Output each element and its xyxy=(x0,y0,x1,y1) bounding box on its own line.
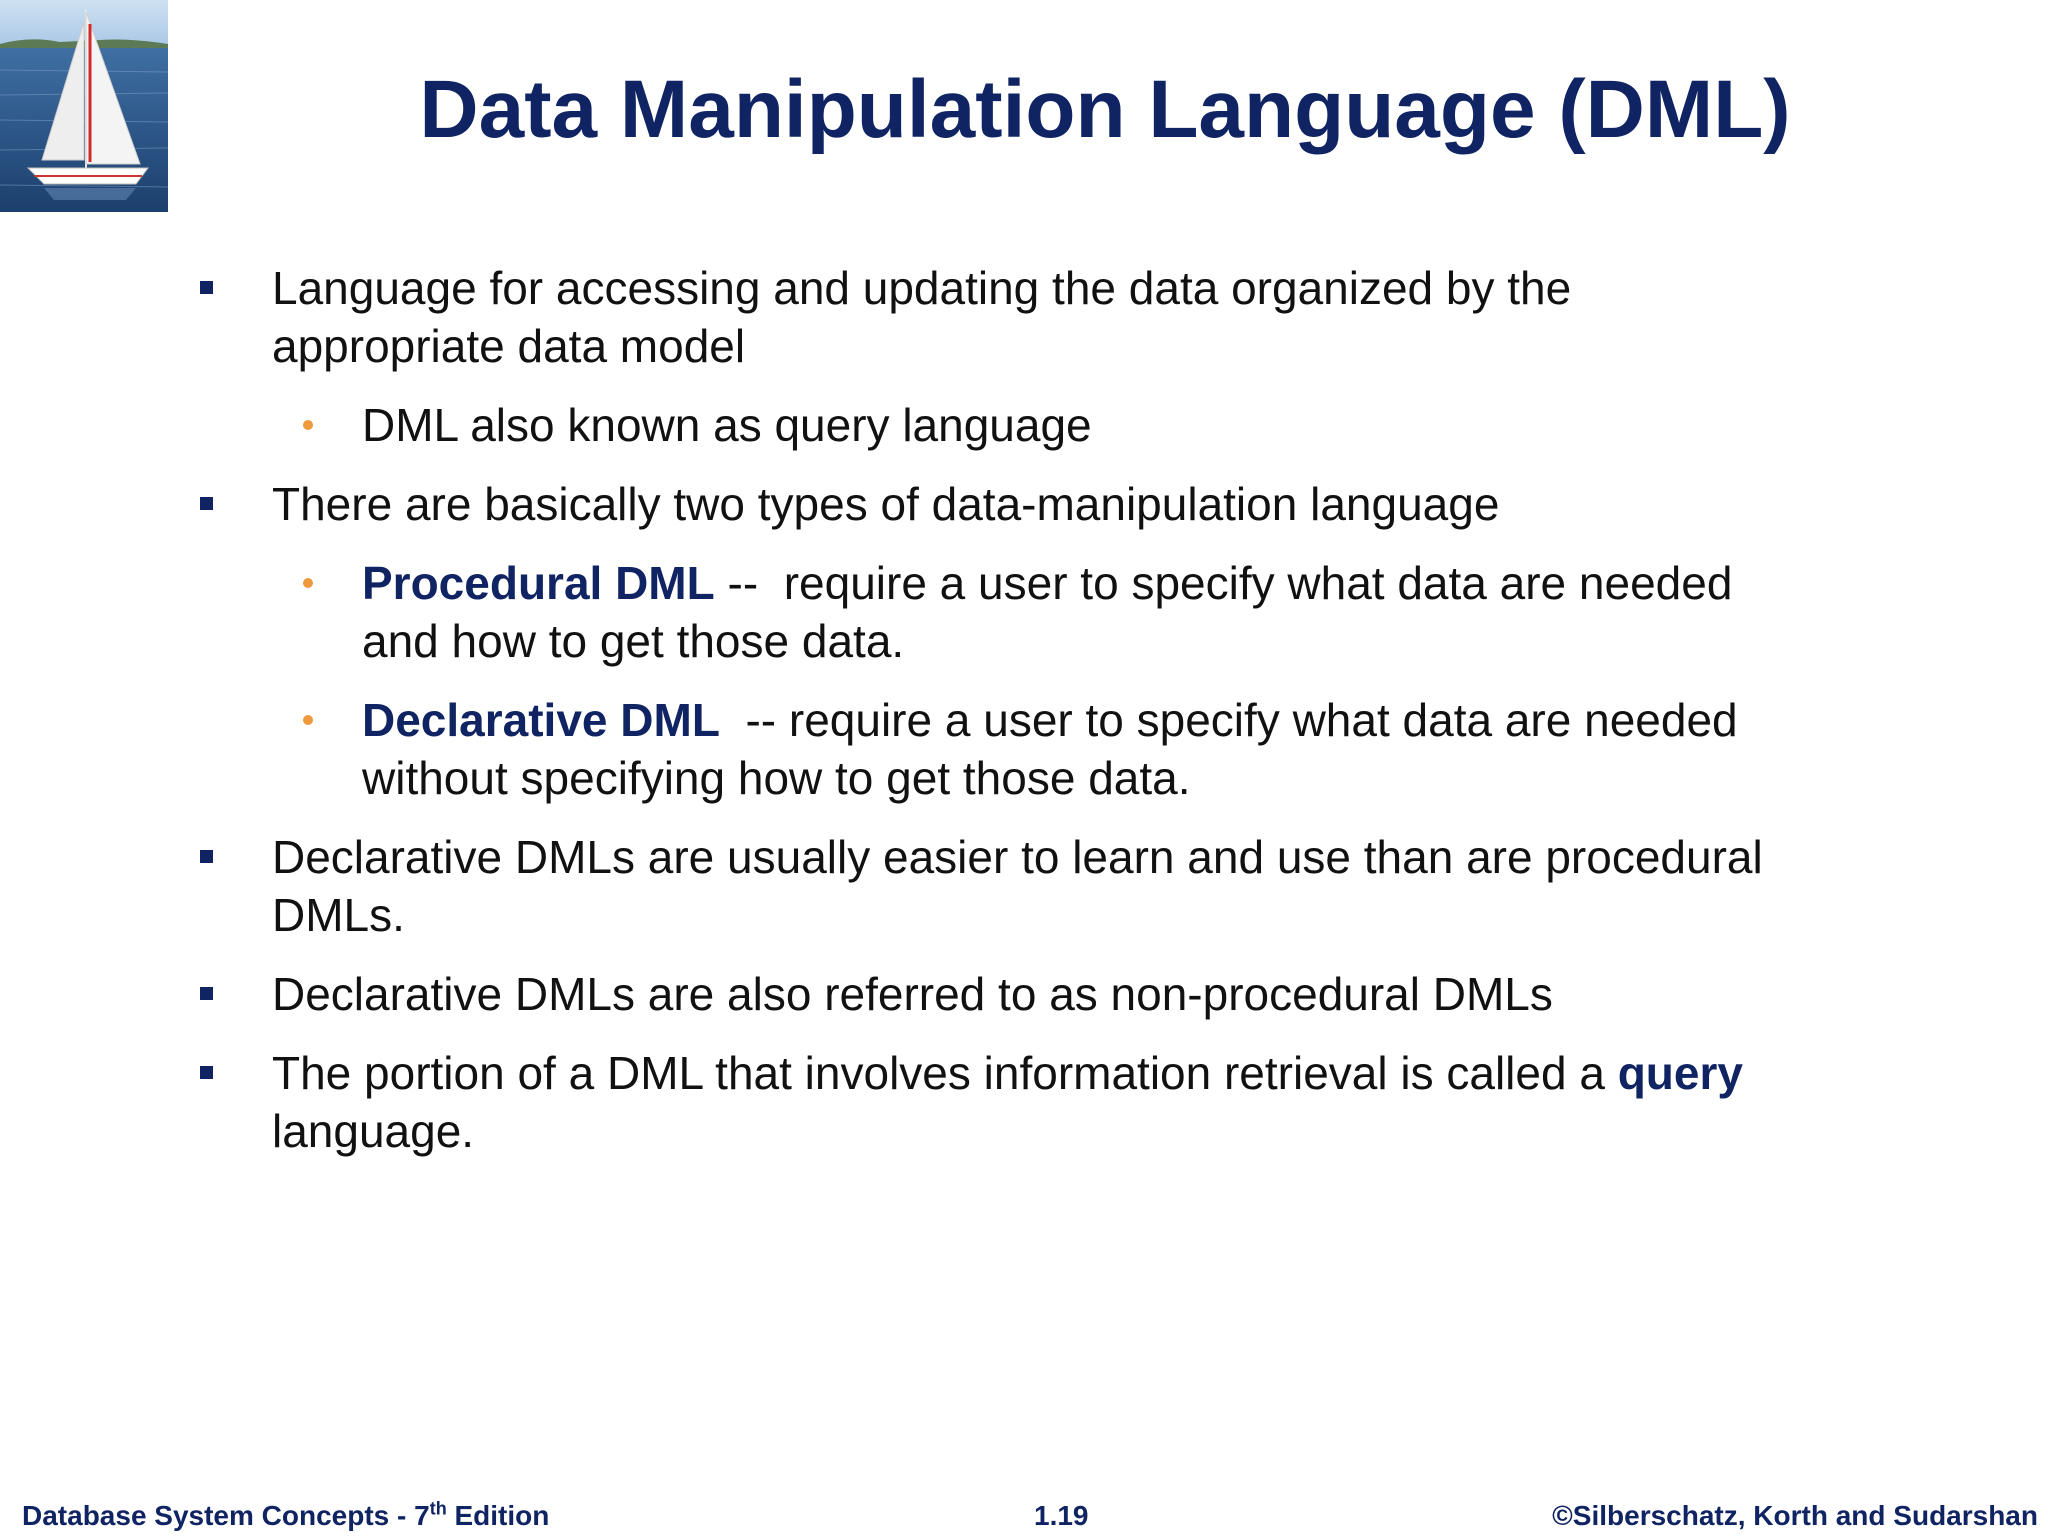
slide-title: Data Manipulation Language (DML) xyxy=(419,64,1791,155)
bullet-4-text: Declarative DMLs are also referred to as non-procedural DMLs xyxy=(272,968,1553,1020)
sub-bullet-declarative-line-2: without specifying how to get those data. xyxy=(362,752,1191,804)
bullet-item-4 xyxy=(272,965,1872,1023)
query-term: query xyxy=(1617,1047,1743,1099)
bullet-item-3 xyxy=(272,828,1872,944)
bullet-item-1 xyxy=(272,259,1872,375)
footer-book-title-text: Database System Concepts - 7 xyxy=(22,1500,430,1531)
square-bullet-icon xyxy=(200,497,213,510)
bullet-3-line-2: DMLs. xyxy=(272,889,405,941)
sub-bullet-1-text: DML also known as query language xyxy=(362,399,1092,451)
square-bullet-icon xyxy=(200,987,213,1000)
footer-copyright: ©Silberschatz, Korth and Sudarshan xyxy=(1552,1500,2038,1531)
bullet-item-2 xyxy=(272,475,1872,533)
sub-bullet-declarative xyxy=(362,691,1862,807)
footer-book-title xyxy=(22,1500,549,1532)
bullet-5-line-2: language. xyxy=(272,1105,475,1157)
dot-bullet-icon xyxy=(303,578,313,588)
bullet-item-5 xyxy=(272,1044,1872,1160)
bullet-5-line-1 xyxy=(272,1044,1743,1102)
sub-bullet-item-1 xyxy=(362,396,1862,454)
bullet-1-line-2: appropriate data model xyxy=(272,320,746,372)
sub-bullet-declarative-line-1 xyxy=(362,691,1738,749)
procedural-dml-description: -- require a user to specify what data are needed xyxy=(714,557,1733,609)
square-bullet-icon xyxy=(200,1066,213,1079)
sub-bullet-procedural-line-1 xyxy=(362,554,1732,612)
procedural-dml-term: Procedural DML xyxy=(362,557,715,609)
bullet-1-line-1: Language for accessing and updating the data organized by the xyxy=(272,262,1572,314)
footer-book-title-edition: Edition xyxy=(446,1500,550,1531)
bullet-2-text: There are basically two types of data-manipulation language xyxy=(272,478,1500,530)
bullet-3-line-1: Declarative DMLs are usually easier to learn and use than are procedural xyxy=(272,831,1763,883)
square-bullet-icon xyxy=(200,281,213,294)
square-bullet-icon xyxy=(200,850,213,863)
sub-bullet-procedural-line-2: and how to get those data. xyxy=(362,615,905,667)
footer-book-title-superscript: th xyxy=(429,1498,447,1519)
sub-bullet-procedural xyxy=(362,554,1862,670)
dot-bullet-icon xyxy=(303,715,313,725)
dot-bullet-icon xyxy=(303,420,313,430)
declarative-dml-description: -- require a user to specify what data are needed xyxy=(719,694,1738,746)
declarative-dml-term: Declarative DML xyxy=(362,694,720,746)
footer-slide-number: 1.19 xyxy=(1034,1500,1089,1531)
bullet-5-text: The portion of a DML that involves information retrieval is called a xyxy=(272,1047,1618,1099)
